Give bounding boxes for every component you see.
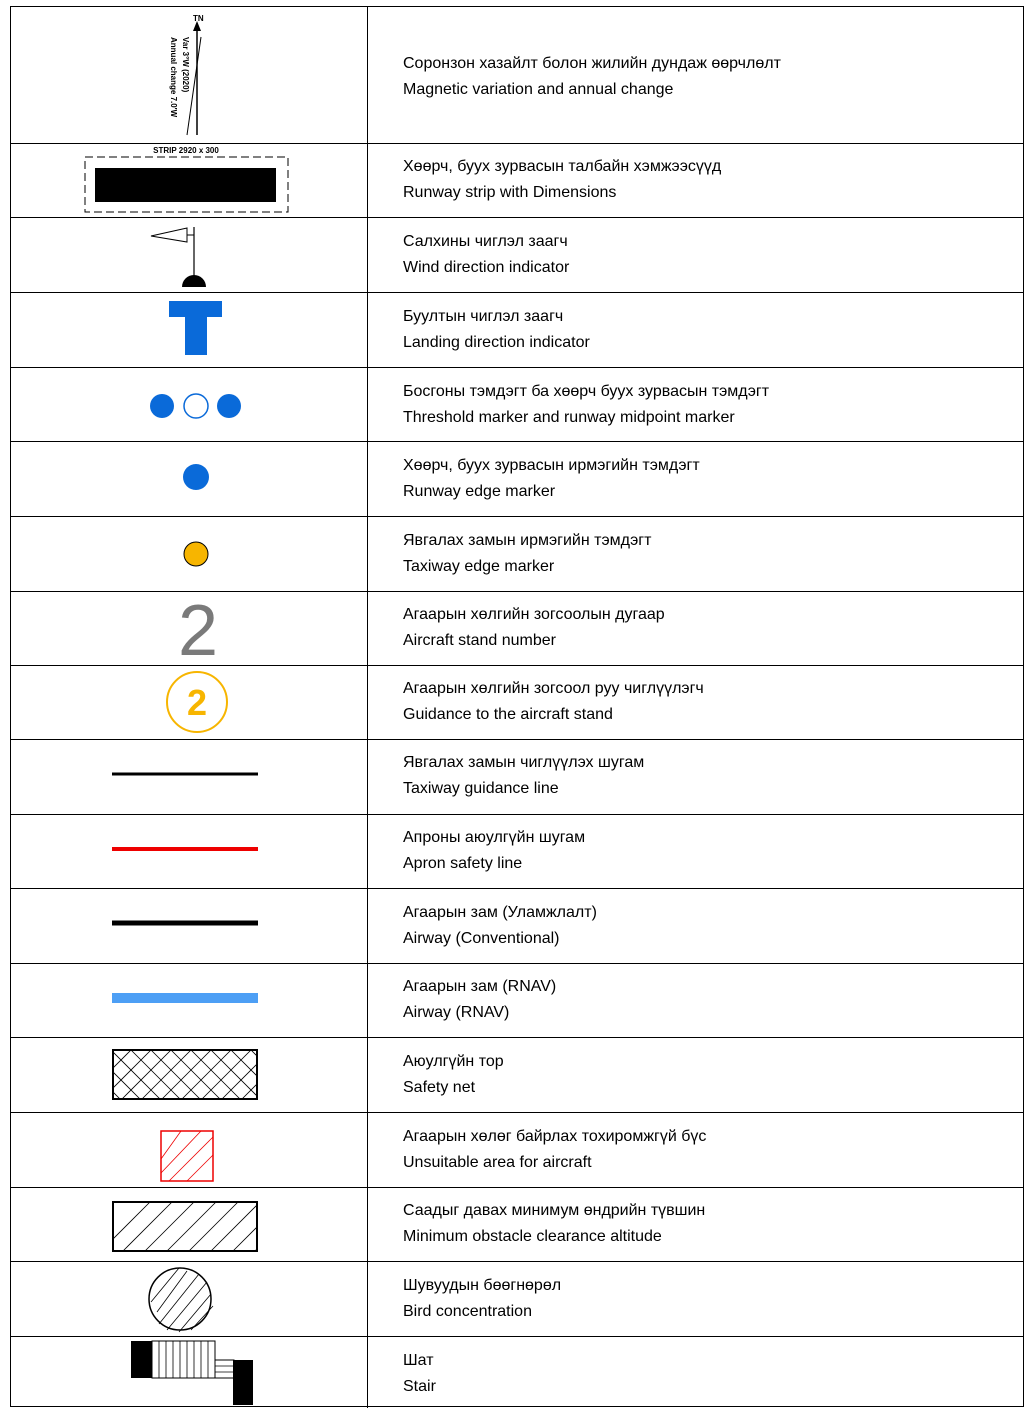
description-mn: Хөөрч, буух зурвасын ирмэгийн тэмдэгт [403, 457, 700, 474]
legend-row-runway-strip [11, 144, 1023, 218]
description-en: Runway edge marker [403, 483, 556, 500]
description-en: Guidance to the aircraft stand [403, 706, 613, 723]
legend-row-aircraft-stand-number [11, 591, 1023, 671]
description-mn: Агаарын зам (Уламжлалт) [403, 904, 597, 921]
strip-dimensions-label: STRIP 2920 x 300 [153, 146, 219, 155]
symbol-cell [11, 442, 368, 516]
legend-row-apron-safety-line [11, 815, 1023, 889]
stair-symbol [11, 1337, 367, 1408]
symbol-cell [11, 889, 368, 963]
symbol-cell [11, 218, 368, 292]
symbol-cell [11, 1038, 368, 1112]
description-cell [369, 666, 1023, 739]
description-mn: Соронзон хазайлт болон жилийн дундаж өөрчлөлт [403, 55, 781, 72]
description-mn: Явгалах замын ирмэгийн тэмдэгт [403, 532, 652, 549]
symbol-cell [11, 144, 368, 217]
threshold-marker-symbol [11, 368, 367, 441]
safety-net-symbol [11, 1038, 367, 1112]
description-mn: Босгоны тэмдэгт ба хөөрч буух зурвасын тэмдэгт [403, 383, 770, 400]
legend-row-wind-direction [11, 218, 1023, 293]
description-mn: Агаарын хөлөг байрлах тохиромжгүй бүс [403, 1128, 707, 1145]
description-en: Runway strip with Dimensions [403, 184, 617, 201]
description-en: Safety net [403, 1079, 476, 1096]
symbol-cell [11, 591, 368, 671]
description-cell [369, 815, 1023, 888]
taxiway-edge-marker-symbol [11, 517, 367, 591]
taxiway-guidance-line-symbol [11, 740, 367, 814]
description-en: Aircraft stand number [403, 632, 556, 649]
legend-row-guidance-to-stand [11, 666, 1023, 740]
symbol-cell [11, 740, 368, 814]
unsuitable-area-symbol [11, 1113, 367, 1187]
description-cell [369, 442, 1023, 516]
description-mn: Буултын чиглэл заагч [403, 308, 564, 325]
description-mn: Агаарын хөлгийн зогсоол руу чиглүүлэгч [403, 680, 704, 697]
description-mn: Шувуудын бөөгнөрөл [403, 1277, 562, 1294]
symbol-cell [11, 1188, 368, 1261]
description-cell [369, 964, 1023, 1037]
description-cell [369, 1262, 1023, 1336]
description-cell [369, 1337, 1023, 1408]
airway-rnav-symbol [11, 964, 367, 1037]
aircraft-stand-number-symbol [11, 591, 367, 671]
symbol-cell [11, 1262, 368, 1336]
legend-row-landing-direction [11, 293, 1023, 368]
legend-row-threshold-marker [11, 368, 1023, 442]
apron-safety-line-symbol [11, 815, 367, 888]
legend-row-taxiway-guidance-line [11, 740, 1023, 815]
description-mn: Агаарын хөлгийн зогсоолын дугаар [403, 606, 665, 623]
description-cell [369, 740, 1023, 814]
description-en: Taxiway guidance line [403, 780, 559, 797]
description-cell [369, 889, 1023, 963]
description-cell [369, 1188, 1023, 1261]
description-en: Threshold marker and runway midpoint marker [403, 409, 735, 426]
symbol-cell [11, 666, 368, 739]
legend-row-stair [11, 1337, 1023, 1408]
description-en: Wind direction indicator [403, 259, 570, 276]
legend-row-bird-concentration [11, 1262, 1023, 1337]
description-en: Bird concentration [403, 1303, 532, 1320]
legend-row-airway-conventional [11, 889, 1023, 964]
description-cell [369, 293, 1023, 367]
description-cell [369, 517, 1023, 591]
symbol-cell [11, 293, 368, 367]
description-cell [369, 1113, 1023, 1187]
bird-concentration-symbol [11, 1262, 367, 1336]
legend-row-airway-rnav [11, 964, 1023, 1038]
guidance-to-stand-symbol [11, 666, 367, 739]
symbol-cell [11, 368, 368, 441]
symbol-cell [11, 815, 368, 888]
description-en: Airway (Conventional) [403, 930, 560, 947]
description-mn: Шат [403, 1352, 434, 1369]
description-en: Magnetic variation and annual change [403, 81, 674, 98]
legend-row-minimum-obstacle-clearance [11, 1188, 1023, 1262]
stand-number-digit: 2 [177, 591, 219, 671]
description-mn: Хөөрч, буух зурвасын талбайн хэмжээсүүд [403, 158, 722, 175]
description-en: Unsuitable area for aircraft [403, 1154, 592, 1171]
legend-row-safety-net [11, 1038, 1023, 1113]
legend-row-magnetic-variation [11, 7, 1023, 144]
description-cell [369, 7, 1023, 143]
runway-edge-marker-symbol [11, 442, 367, 516]
legend-row-unsuitable-area [11, 1113, 1023, 1188]
symbol-cell [11, 7, 368, 143]
description-mn: Саадыг давах минимум өндрийн түвшин [403, 1202, 706, 1219]
description-cell [369, 592, 1023, 665]
description-en: Apron safety line [403, 855, 523, 872]
legend-row-runway-edge-marker [11, 442, 1023, 517]
description-mn: Аюулгүйн тор [403, 1053, 504, 1070]
magnetic-variation-symbol [11, 7, 367, 143]
true-north-label: TN [193, 14, 204, 23]
airway-conventional-symbol [11, 889, 367, 963]
description-mn: Апроны аюулгүйн шугам [403, 829, 586, 846]
runway-strip-symbol [11, 144, 367, 217]
description-cell [369, 1038, 1023, 1112]
description-en: Airway (RNAV) [403, 1004, 510, 1021]
description-mn: Агаарын зам (RNAV) [403, 978, 557, 995]
description-mn: Салхины чиглэл заагч [403, 233, 568, 250]
guidance-digit: 2 [186, 682, 208, 723]
symbol-cell [11, 964, 368, 1037]
description-cell [369, 368, 1023, 441]
wind-direction-indicator-symbol [11, 218, 367, 292]
description-cell [369, 218, 1023, 292]
description-en: Minimum obstacle clearance altitude [403, 1228, 662, 1245]
annual-change-label: Annual change 7.0'W [169, 37, 178, 118]
description-en: Landing direction indicator [403, 334, 590, 351]
description-mn: Явгалах замын чиглүүлэх шугам [403, 754, 645, 771]
symbol-cell [11, 1337, 368, 1408]
description-en: Stair [403, 1378, 436, 1395]
landing-direction-indicator-symbol [11, 293, 367, 367]
symbol-cell [11, 517, 368, 591]
symbol-legend-table [10, 6, 1024, 1407]
description-en: Taxiway edge marker [403, 558, 555, 575]
description-cell [369, 144, 1023, 217]
symbol-cell [11, 1113, 368, 1187]
legend-row-taxiway-edge-marker [11, 517, 1023, 592]
variation-label: Var 3°W (2020) [181, 37, 190, 93]
minimum-obstacle-clearance-symbol [11, 1188, 367, 1261]
